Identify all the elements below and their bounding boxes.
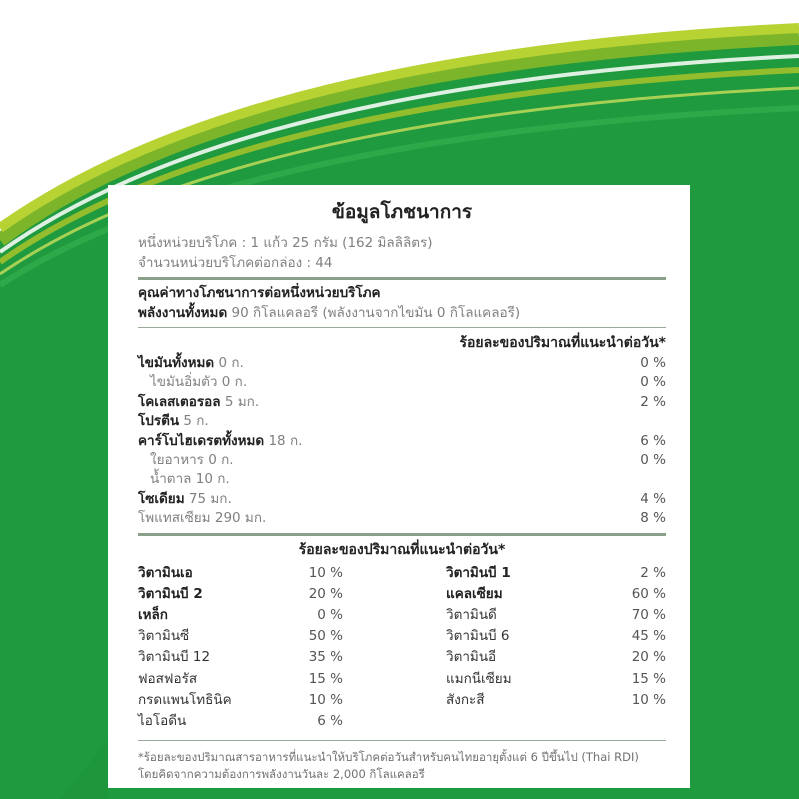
label-text: 6 %	[640, 432, 666, 449]
vitamin-percent: 70 %	[631, 607, 666, 624]
label-text	[138, 509, 266, 528]
label-text: 75 มก.	[188, 490, 232, 507]
label-text	[138, 354, 244, 373]
label-text: 5 ก.	[183, 413, 209, 430]
label-text	[138, 432, 302, 451]
vitamin-percent: 20 %	[308, 585, 343, 602]
nutrient-list	[138, 354, 666, 529]
label-text: ใยอาหาร	[150, 452, 204, 469]
label-text: 0 ก.	[208, 452, 234, 469]
label-text	[343, 711, 446, 732]
label-title: ข้อมูลโภชนาการ	[331, 201, 473, 223]
label-text	[138, 470, 230, 489]
vitamin-name: กรดแพนโทธินิค	[138, 691, 232, 708]
label-text: ไขมันอิ่มตัว	[150, 374, 218, 391]
vitamin-name: แคลเซียม	[446, 585, 503, 602]
vitamin-name: วิตามินเอ	[138, 564, 193, 581]
nutrient-row-cholesterol	[138, 393, 666, 412]
label-text: 0 ก.	[221, 374, 248, 391]
label-text: คาร์โบไฮเดรตทั้งหมด	[138, 432, 265, 449]
label-text: โคเลสเตอรอล	[138, 393, 221, 410]
rdi-heading: ร้อยละของปริมาณที่แนะนำต่อวัน*	[459, 335, 666, 351]
vitamin-name: เหล็ก	[138, 607, 168, 624]
label-text: น้ำตาล	[150, 471, 192, 488]
label-text: 0 %	[640, 374, 666, 391]
vitamin-name: วิตามินบี 12	[138, 649, 211, 666]
vitamin-name	[446, 711, 616, 732]
footnote-line-2: โดยคิดจากความต้องการพลังงานวันละ 2,000 กิโลแคลอรี	[138, 767, 425, 782]
vitamin-percent: 35 %	[308, 649, 343, 666]
energy-value: 90 กิโลแคลอรี (พลังงานจากไขมัน 0 กิโลแคลอรี)	[231, 305, 521, 321]
nutrient-row-potassium	[138, 509, 666, 528]
label-text: ไขมันทั้งหมด	[138, 355, 215, 371]
label-text	[343, 669, 446, 690]
nutrient-row-saturated-fat	[138, 373, 666, 392]
vitamin-name: วิตามินซี	[138, 628, 190, 645]
vitamin-percent: 45 %	[631, 628, 666, 645]
vitamin-name: ไอโอดีน	[138, 713, 187, 730]
label-text: 0 ก.	[218, 355, 244, 371]
vitamin-name: แมกนีเซียม	[446, 670, 512, 687]
nutrient-row-protein	[138, 412, 666, 431]
vitamin-percent: 60 %	[631, 585, 666, 602]
label-text	[343, 584, 446, 605]
label-text: 2 %	[640, 393, 666, 410]
label-text: 4 %	[640, 490, 666, 507]
vitamin-name: ฟอสฟอรัส	[138, 670, 198, 687]
nutrient-row-total-fat	[138, 354, 666, 373]
label-text	[343, 647, 446, 668]
energy-label: พลังงานทั้งหมด	[138, 305, 228, 321]
vitamin-percent	[616, 711, 666, 732]
vitamin-percent: 2 %	[640, 564, 666, 581]
divider	[138, 740, 666, 741]
divider	[138, 533, 666, 536]
label-text	[343, 690, 446, 711]
divider	[138, 277, 666, 280]
vitamin-percent: 10 %	[308, 691, 343, 708]
vitamin-percent: 15 %	[308, 670, 343, 687]
vitamin-percent: 0 %	[317, 607, 343, 624]
label-text: โพแทสเซียม	[138, 510, 211, 527]
label-text	[138, 451, 234, 470]
vitamin-percent: 10 %	[308, 564, 343, 581]
vitamin-name: วิตามินบี 1	[446, 564, 511, 581]
nutrition-label	[108, 185, 690, 788]
label-text: 8 %	[640, 510, 666, 527]
label-text: 0 %	[640, 452, 666, 469]
servings-per-container: จำนวนหน่วยบริโภคต่อกล่อง : 44	[138, 255, 333, 271]
label-text: 18 ก.	[268, 432, 303, 449]
vitamin-percent: 15 %	[631, 670, 666, 687]
nutrient-row-sugar	[138, 470, 666, 489]
nutrient-row-fiber	[138, 451, 666, 470]
label-text	[343, 626, 446, 647]
label-text: โซเดียม	[138, 490, 185, 507]
vitamin-percent: 10 %	[631, 691, 666, 708]
vitamin-percent: 20 %	[631, 649, 666, 666]
vitamin-percent: 50 %	[308, 628, 343, 645]
vitamin-percent: 6 %	[317, 713, 343, 730]
vitamin-name: สังกะสี	[446, 691, 485, 708]
label-text: 10 ก.	[195, 471, 230, 488]
label-text	[138, 490, 232, 509]
label-text: โปรตีน	[138, 413, 180, 430]
label-text	[343, 563, 446, 584]
vitamin-name: วิตามินดี	[446, 607, 497, 624]
vitamins-heading: ร้อยละของปริมาณที่แนะนำต่อวัน*	[298, 541, 506, 558]
serving-size: หนึ่งหน่วยบริโภค : 1 แก้ว 25 กรัม (162 มิลลิลิตร)	[138, 235, 433, 251]
label-text: 5 มก.	[224, 393, 260, 410]
energy-row	[138, 303, 666, 323]
divider	[138, 327, 666, 328]
nutrient-row-carbohydrate	[138, 432, 666, 451]
footnote-line-1: *ร้อยละของปริมาณสารอาหารที่แนะนำให้บริโภคต่อวันสำหรับคนไทยอายุตั้งแต่ 6 ปีขึ้นไป (Thai RDI)	[138, 750, 639, 765]
vitamin-name: วิตามินบี 2	[138, 585, 203, 602]
vitamin-name: วิตามินอี	[446, 649, 497, 666]
label-text	[343, 605, 446, 626]
label-text: 0 %	[640, 355, 666, 371]
nutrient-row-sodium	[138, 490, 666, 509]
label-text	[138, 412, 209, 431]
label-text	[138, 373, 247, 392]
vitamin-name: วิตามินบี 6	[446, 628, 510, 645]
label-text	[138, 393, 259, 412]
label-text: 290 มก.	[214, 510, 267, 527]
vitamin-table	[138, 563, 666, 733]
per-serving-heading: คุณค่าทางโภชนาการต่อหนึ่งหน่วยบริโภค	[138, 285, 381, 301]
